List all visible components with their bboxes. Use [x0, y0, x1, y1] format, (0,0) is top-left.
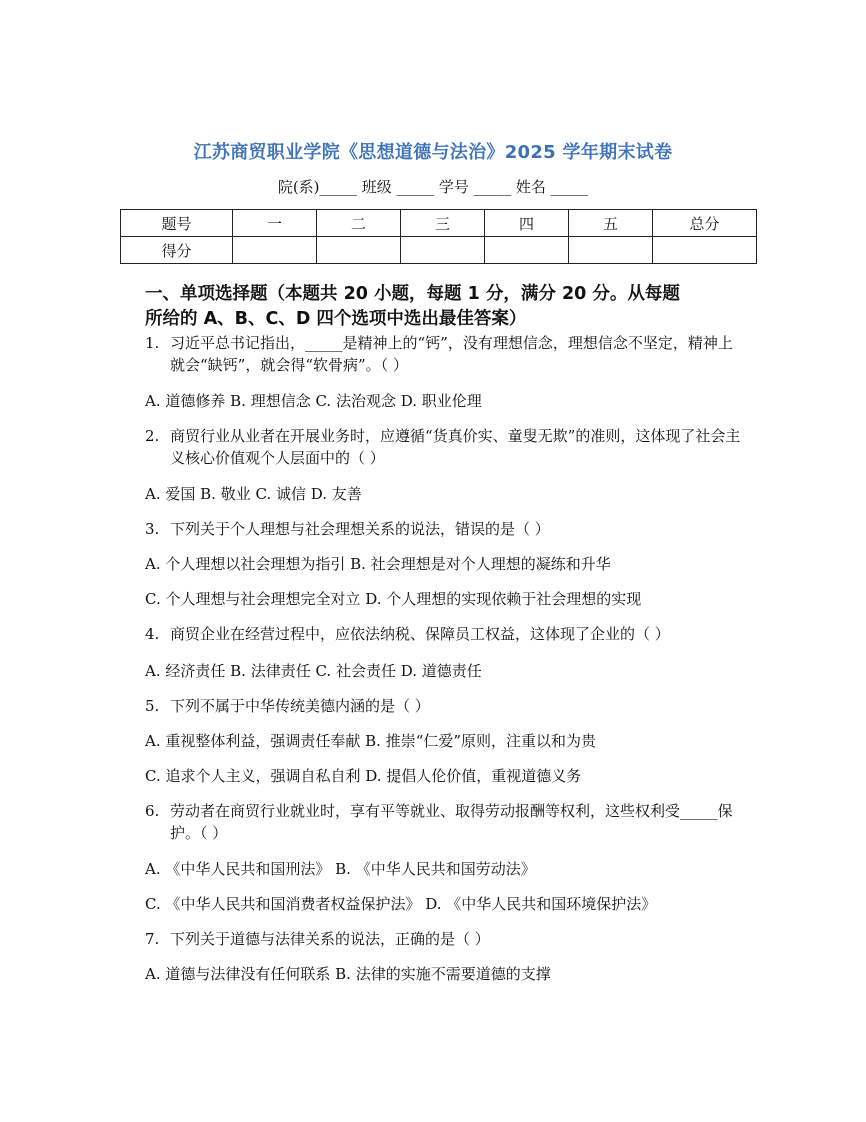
- question-3: [145, 518, 745, 540]
- section-title-line: 一、单项选择题（本题共 20 小题，每题 1 分，满分 20 分。从每题: [145, 284, 680, 304]
- question-text: 下列不属于中华传统美德内涵的是（ ）: [170, 697, 430, 715]
- score-row-label: 得分: [121, 237, 233, 264]
- score-header-cell: 三: [401, 210, 485, 237]
- score-table-header-row: [121, 210, 757, 237]
- section-title: [145, 282, 745, 332]
- question-2-options: A. 爱国 B. 敬业 C. 诚信 D. 友善: [145, 485, 362, 503]
- exam-title: 江苏商贸职业学院《思想道德与法治》2025 学年期末试卷: [193, 142, 673, 163]
- question-text: 下列关于个人理想与社会理想关系的说法，错误的是（ ）: [170, 520, 550, 538]
- question-text: 商贸行业从业者在开展业务时，应遵循“货真价实、童叟无欺”的准则，这体现了社会主义核心价值观个人层面中的（ ）: [170, 427, 741, 467]
- question-number: 5.: [145, 697, 160, 715]
- question-number: 2.: [145, 427, 160, 445]
- score-header-cell: 五: [569, 210, 653, 237]
- question-number: 1.: [145, 334, 160, 352]
- question-7-options: A. 道德与法律没有任何联系 B. 法律的实施不需要道德的支撑: [145, 965, 551, 983]
- score-cell: [401, 237, 485, 264]
- question-number: 7.: [145, 930, 160, 948]
- question-number: 4.: [145, 625, 160, 643]
- question-text: 商贸企业在经营过程中，应依法纳税、保障员工权益，这体现了企业的（ ）: [170, 625, 670, 643]
- score-cell: [569, 237, 653, 264]
- score-header-cell: 总分: [653, 210, 757, 237]
- question-5-options: A. 重视整体利益，强调责任奉献 B. 推崇“仁爱”原则，注重以和为贵: [145, 732, 597, 750]
- student-info-line: 院(系)_____ 班级 _____ 学号 _____ 姓名 _____: [277, 178, 589, 196]
- question-3-options: A. 个人理想以社会理想为指引 B. 社会理想是对个人理想的凝练和升华: [145, 555, 611, 573]
- score-header-cell: 一: [233, 210, 317, 237]
- score-table-score-row: [121, 237, 757, 264]
- score-cell: [233, 237, 317, 264]
- question-6: [145, 800, 745, 844]
- question-1-options: A. 道德修养 B. 理想信念 C. 法治观念 D. 职业伦理: [145, 392, 482, 410]
- question-5-options: C. 追求个人主义，强调自私自利 D. 提倡人伦价值，重视道德义务: [145, 767, 582, 785]
- question-6-options: C. 《中华人民共和国消费者权益保护法》 D. 《中华人民共和国环境保护法》: [145, 895, 657, 913]
- score-header-cell: 二: [317, 210, 401, 237]
- question-1: [145, 332, 745, 376]
- section-title-line: 所给的 A、B、C、D 四个选项中选出最佳答案）: [145, 309, 527, 329]
- question-text: 劳动者在商贸行业就业时，享有平等就业、取得劳动报酬等权利，这些权利受_____保护。（ ）: [170, 802, 733, 842]
- score-cell: [653, 237, 757, 264]
- question-3-options: C. 个人理想与社会理想完全对立 D. 个人理想的实现依赖于社会理想的实现: [145, 590, 642, 608]
- question-6-options: A. 《中华人民共和国刑法》 B. 《中华人民共和国劳动法》: [145, 860, 536, 878]
- score-cell: [485, 237, 569, 264]
- question-7: [145, 928, 745, 950]
- score-table: [120, 209, 757, 264]
- question-number: 3.: [145, 520, 160, 538]
- question-text: 下列关于道德与法律关系的说法，正确的是（ ）: [170, 930, 490, 948]
- question-2: [145, 425, 745, 469]
- question-4: [145, 623, 745, 645]
- score-header-cell: 四: [485, 210, 569, 237]
- question-number: 6.: [145, 802, 160, 820]
- question-text: 习近平总书记指出，_____是精神上的“钙”，没有理想信念，理想信念不坚定，精神上就会“缺钙”，就会得“软骨病”。（ ）: [170, 334, 733, 374]
- score-header-cell: 题号: [121, 210, 233, 237]
- question-4-options: A. 经济责任 B. 法律责任 C. 社会责任 D. 道德责任: [145, 662, 482, 680]
- question-5: [145, 695, 745, 717]
- score-cell: [317, 237, 401, 264]
